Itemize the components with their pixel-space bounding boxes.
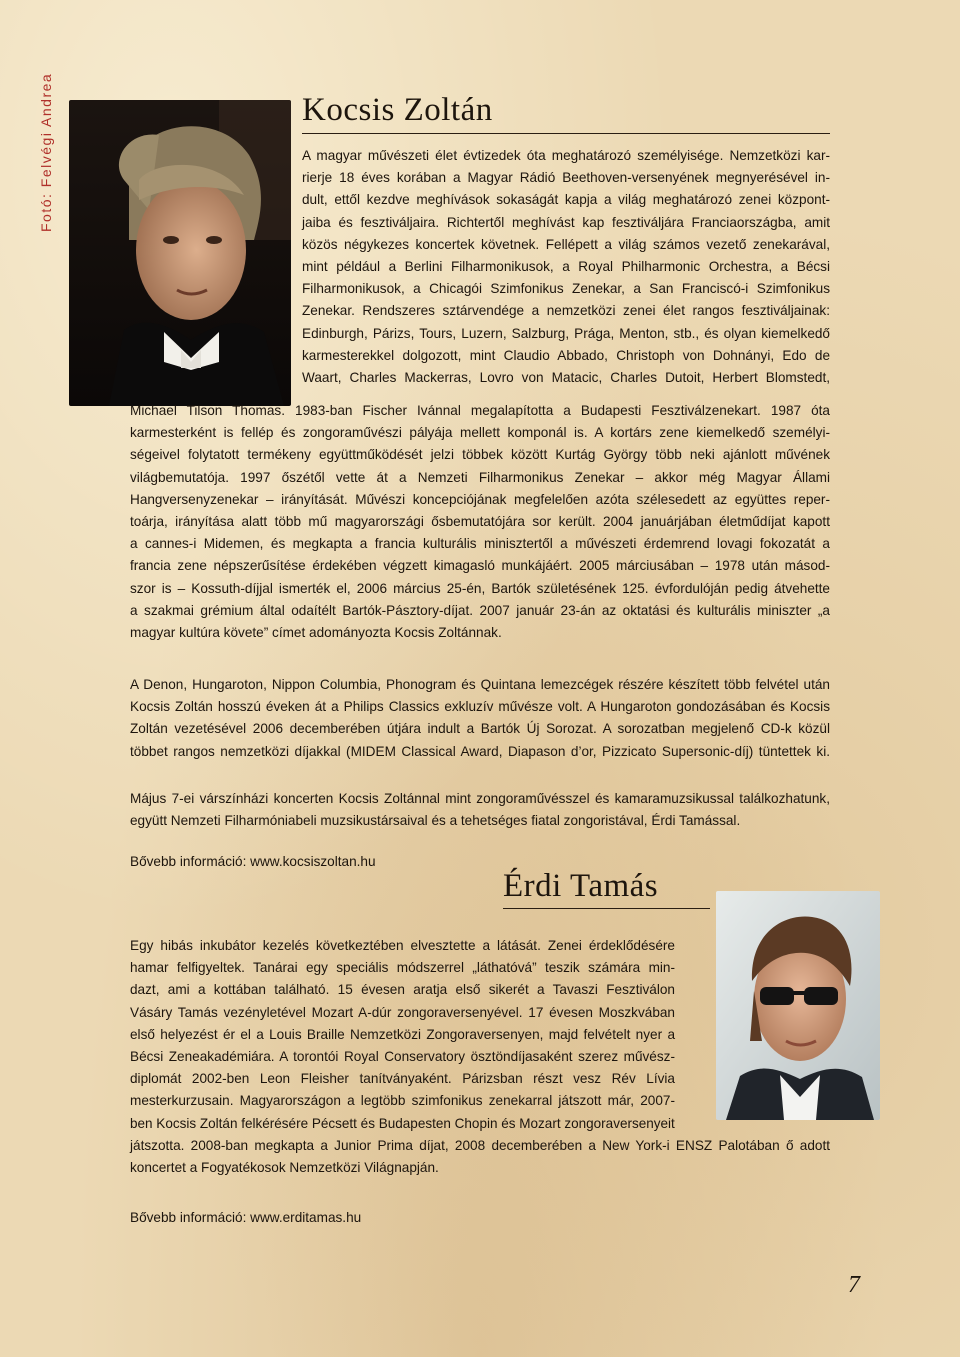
text-line: többet rangos nemzetközi díjakkal (MIDEM Classical Award, Diapason d’or, Pizzicato Supersonic-díj) tüntettek ki. xyxy=(130,743,830,759)
text-line: a szakmai grémium által odaítélt Bartók-Pásztory-díjat. 2007 január 23-án az oktatási és kulturális miniszter „a xyxy=(130,602,830,618)
text-line: rierje 18 éves korában a Magyar Rádió Beethoven-versenyének megnyerésével in- xyxy=(302,170,830,186)
portrait-kocsis-zoltan xyxy=(69,100,291,406)
text-line: diplomát 2002-ben Leon Fleisher tanítványaként. Párizsban részt vesz Rév Lívia xyxy=(130,1071,675,1087)
more-info-link[interactable]: Bővebb információ: www.kocsiszoltan.hu xyxy=(130,854,376,869)
portrait-erdi-tamas xyxy=(716,891,880,1120)
bio-kocsis-continued xyxy=(130,400,830,644)
paragraph-concert xyxy=(130,788,830,832)
heading-kocsis-zoltan: Kocsis Zoltán xyxy=(302,92,493,128)
text-line: ségeivel folytatott termékeny együttműködését jelzi többek között Kurtág György több neki ajánlott művének xyxy=(130,447,830,463)
text-line: együtt Nemzeti Filharmóniabeli muzsikustársaival és a tehetséges fiatal zongoristával, Érdi Tamással. xyxy=(130,813,741,829)
text-line: Hangversenyzenekar – irányítását. Művészi koncepciójának megfelelően azóta szélesedett az együttes reper- xyxy=(130,491,830,507)
more-info-kocsis xyxy=(130,851,530,873)
more-info-link[interactable]: Bővebb információ: www.erditamas.hu xyxy=(130,1210,362,1225)
text-line: Michael Tilson Thomas. 1983-ban Fischer Ivánnal megalapította a Budapesti Fesztiválzenekart. 1987 óta xyxy=(130,403,830,418)
heading-underline xyxy=(503,908,710,909)
photo-credit: Fotó: Felvégi Andrea xyxy=(38,72,54,232)
text-line: mesterkurzusain. Magyarországon a legtöbb szimfonikus zenekarral játszott már, 2007- xyxy=(130,1093,675,1109)
page-number: 7 xyxy=(848,1272,860,1298)
text-line: toárja, irányítása alatt több mű magyarországi ősbemutatójára sor került. 2004 januárjában életműdíjat kapott xyxy=(130,513,830,529)
paragraph-recordings xyxy=(130,674,830,763)
text-line: közös négykezes koncertek követnek. Fellépett a világ számos vezető zenekarával, xyxy=(302,236,830,252)
text-line: játszotta. 2008-ban megkapta a Junior Prima díjat, 2008 decemberében a New York-i ENSZ Palotában ő adott xyxy=(130,1138,830,1153)
text-line: Május 7-ei várszínházi koncerten Kocsis Zoltánnal mint zongoraművésszel és kamaramuzsikussal találkozhatunk, xyxy=(130,791,830,806)
text-line: szor is – Kossuth-díjjal ismerték el, 2006 március 25-én, Bartók születésének 125. évfordulóján pedig átvehette xyxy=(130,580,830,596)
text-line: Bécsi Zeneakadémiára. A torontói Royal Conservatory ösztöndíjasaként szerez művész- xyxy=(130,1048,675,1064)
text-line: Filharmonikusok, a Chicagói Szimfonikus Zenekar, a San Franciscó-i Szimfonikus xyxy=(302,281,830,297)
text-line: első helyezést ér el a Louis Braille Nemzetközi Zongoraversenyen, majd felvételt nyer a xyxy=(130,1026,675,1042)
text-line: dult, ettől kezdve meghívások sokaságát kapja a világ meghatározó zenei központ- xyxy=(302,192,830,208)
text-line: francia zene népszerűsítése érdekében végzett kimagasló munkájáért. 2005 márciusában – 1978 után másod- xyxy=(130,558,830,574)
bio-erdi-continued xyxy=(130,1135,830,1179)
text-line: Zenekar. Rendszeres sztárvendége a nemzetközi zenei élet rangos fesztiváljainak: xyxy=(302,303,830,319)
bio-kocsis-top xyxy=(302,145,830,389)
heading-underline xyxy=(302,133,830,134)
heading-erdi-tamas: Érdi Tamás xyxy=(503,868,659,904)
bio-erdi-tamas xyxy=(130,935,675,1135)
more-info-erdi xyxy=(130,1207,530,1229)
text-line: mint például a Berlini Filharmonikusok, a Royal Philharmonic Orchestra, a Bécsi xyxy=(302,258,830,274)
text-line: Kocsis Zoltán hosszú éveken át a Philips Classics exkluzív művésze volt. A Hungaroton gondozásában és Kocsis xyxy=(130,699,830,715)
text-line: világbemutatója. 1997 őszétől vette át a Nemzeti Filharmonikus Zenekar – akkor még Magyar Állami xyxy=(130,469,830,485)
text-line: karmesterekkel dolgozott, mint Claudio Abbado, Christoph von Dohnányi, Edo de xyxy=(302,347,830,363)
text-line: Egy hibás inkubátor kezelés következtében elvesztette a látását. Zenei érdeklődésére xyxy=(130,938,675,953)
text-line: Zoltán vezetésével 2006 decemberében útjára indult a Bartók Új Sorozat. A sorozatban megjelenő CD-k közül xyxy=(130,721,830,737)
text-line: hamar felfigyeltek. Tanárai egy speciális módszerrel „láthatóvá” teszik számára min- xyxy=(130,960,675,976)
text-line: jaiba és fesztiváljaira. Richtertől meghívást kap fesztiváljára Franciaországba, amit xyxy=(302,214,830,230)
text-line: karmesterként is fellép és zongoraművészi pályája mellett komponál is. A kortárs zene kiemelkedő személyi- xyxy=(130,425,830,441)
text-line: magyar kultúra követe” címet adományozta Kocsis Zoltánnak. xyxy=(130,624,502,640)
text-line: A magyar művészeti élet évtizedek óta meghatározó személyisége. Nemzetközi kar- xyxy=(302,148,830,163)
text-line: Vásáry Tamás vezényletével Mozart A-dúr zongoraversenyével. 17 évesen Moszkvában xyxy=(130,1004,675,1020)
text-line: a cannes-i Midemen, és megkapta a francia kulturális minisztertől a művészeti érdemrend lovagi fokozatát a xyxy=(130,536,830,552)
text-line: Waart, Charles Mackerras, Lovro von Matacic, Charles Dutoit, Herbert Blomstedt, xyxy=(302,369,830,385)
text-line: koncertet a Fogyatékosok Nemzetközi Világnapján. xyxy=(130,1160,439,1176)
text-line: ben Kocsis Zoltán felkérésére Pécsett és Budapesten Chopin és Mozart zongoraversenyeit xyxy=(130,1115,675,1131)
text-line: Edinburgh, Párizs, Tours, Luzern, Salzburg, Prága, Menton, stb., és olyan kiemelkedő xyxy=(302,325,830,341)
text-line: dazt, ami a kottában található. 15 évesen aratja első sikerét a Tavaszi Fesztiválon xyxy=(130,982,675,998)
text-line: A Denon, Hungaroton, Nippon Columbia, Phonogram és Quintana lemezcégek részére készített több felvétel után xyxy=(130,677,830,692)
